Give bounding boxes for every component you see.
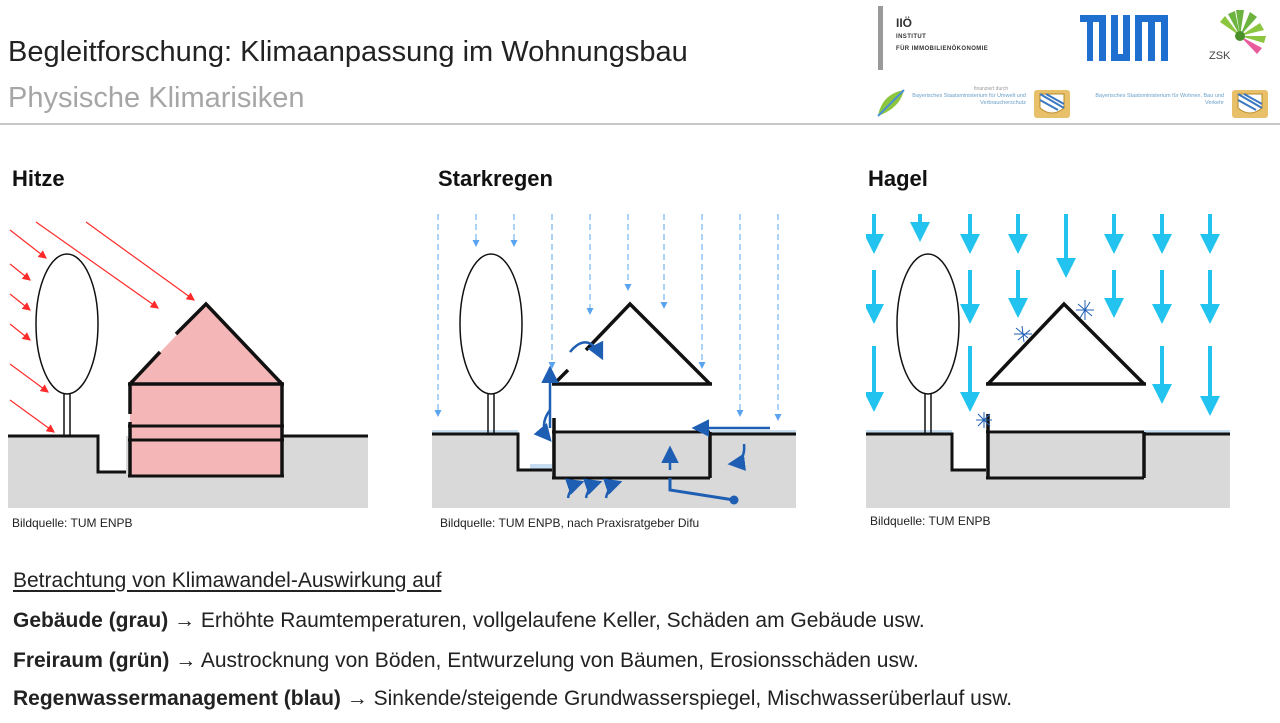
arrow-icon: →: [346, 687, 368, 710]
bavaria-crest-icon: [1230, 88, 1270, 120]
ministry-housing-text: Bayerisches Staatsministerium für Wohnen, Bau und Verkehr: [1095, 93, 1224, 106]
impact-row-open-space: [13, 649, 919, 673]
hail-illustration: [866, 200, 1230, 508]
impact-text: Austrocknung von Böden, Entwurzelung von Bäumen, Erosionsschäden usw.: [200, 649, 919, 672]
page-title: Begleitforschung: Klimaanpassung im Wohnungsbau: [8, 36, 688, 68]
panel-title-heat: Hitze: [12, 166, 65, 191]
caption-heat: Bildquelle: TUM ENPB: [12, 516, 133, 530]
impacts-heading: Betrachtung von Klimawandel-Auswirkung auf: [13, 569, 442, 592]
funded-by-label: finanziert durch: [974, 86, 1009, 92]
panel-title-hail: Hagel: [868, 166, 928, 191]
arrow-icon: →: [175, 649, 197, 672]
ministry-environment-text: Bayerisches Staatsministerium für Umwelt und Verbraucherschutz: [912, 93, 1026, 106]
tum-logo: [1080, 15, 1168, 61]
zsk-logo: [1204, 6, 1266, 72]
bavaria-crest-icon: [1032, 88, 1072, 120]
heavy-rain-illustration: [432, 200, 796, 508]
caption-heavy-rain: Bildquelle: TUM ENPB, nach Praxisratgeber Difu: [440, 516, 700, 530]
ministry-environment-logo: [876, 88, 906, 118]
iio-logo-line2: FÜR IMMOBILIENÖKONOMIE: [896, 46, 989, 52]
panel-title-heavy-rain: Starkregen: [438, 166, 553, 191]
impact-row-buildings: [13, 609, 925, 633]
impact-text: Erhöhte Raumtemperaturen, vollgelaufene Keller, Schäden am Gebäude usw.: [200, 609, 925, 632]
impact-label: Regenwassermanagement (blau): [13, 687, 341, 710]
iio-logo-name: IIÖ: [896, 16, 913, 30]
iio-logo-bar: [878, 6, 883, 70]
impact-label: Gebäude (grau): [13, 609, 169, 632]
iio-logo-line1: INSTITUT: [896, 34, 927, 40]
impact-label: Freiraum (grün): [13, 649, 170, 672]
zsk-logo-text: ZSK: [1209, 50, 1231, 62]
logo-area: [874, 0, 1280, 124]
caption-hail: Bildquelle: TUM ENPB: [870, 514, 991, 528]
page-subtitle: Physische Klimarisiken: [8, 82, 305, 114]
arrow-icon: →: [174, 609, 196, 632]
heat-illustration: [8, 200, 368, 508]
impact-row-rainwater: [13, 687, 1012, 711]
header-divider: [0, 123, 1280, 125]
impact-text: Sinkende/steigende Grundwasserspiegel, Mischwasserüberlauf usw.: [373, 687, 1013, 710]
